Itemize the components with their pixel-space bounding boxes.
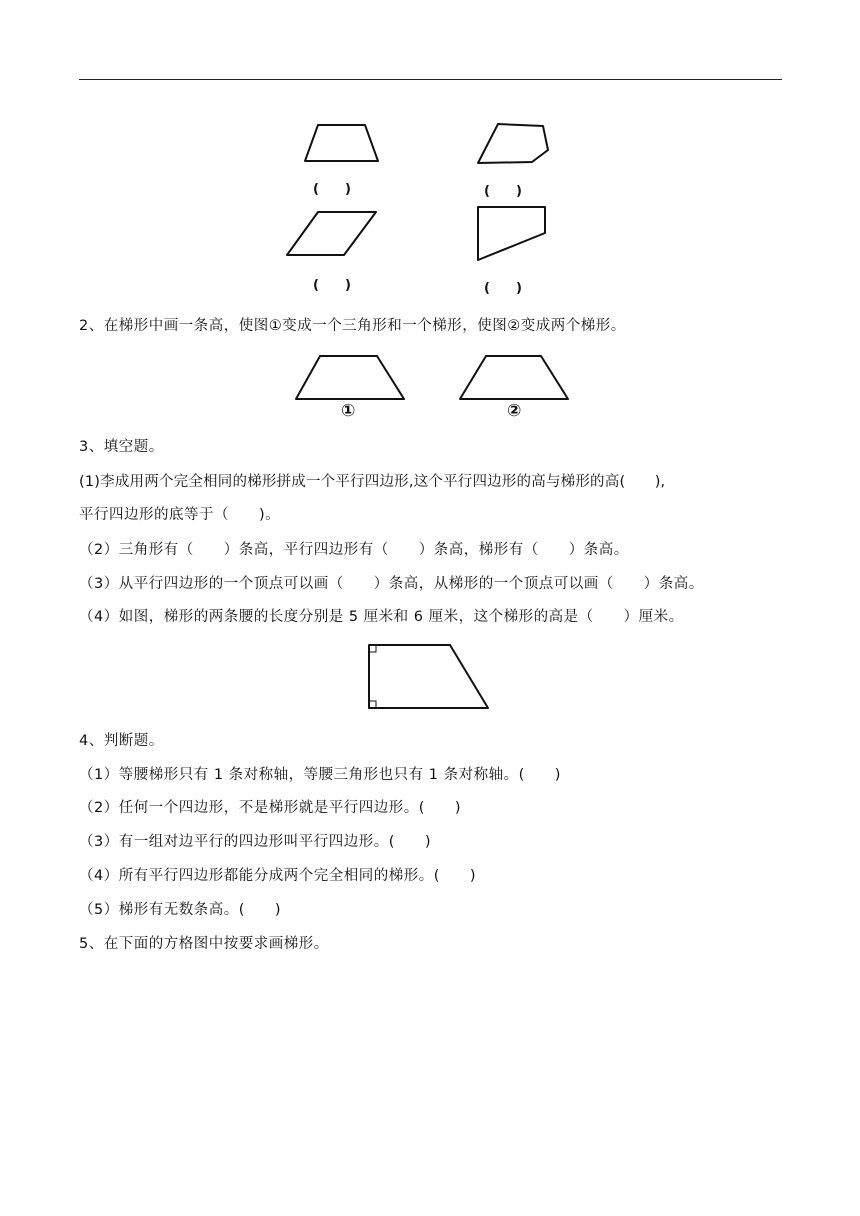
blank-shape-3[interactable]: ( ) — [313, 278, 351, 293]
trapezoid-shape — [305, 125, 378, 161]
trapezoid-figure-2 — [460, 356, 568, 399]
right-angle-mark-top — [369, 645, 376, 652]
pentagon-shape — [478, 124, 548, 163]
q3-title: 3、填空题。 — [79, 439, 164, 455]
parallelogram-shape — [287, 212, 376, 255]
figure-label-2: ② — [507, 401, 522, 421]
q5-title: 5、在下面的方格图中按要求画梯形。 — [79, 936, 329, 952]
q3-item-1: (1)李成用两个完全相同的梯形拼成一个平行四边形,这个平行四边形的高与梯形的高( ), — [79, 474, 666, 490]
q2-text: 2、在梯形中画一条高，使图①变成一个三角形和一个梯形，使图②变成两个梯形。 — [79, 318, 626, 334]
blank-shape-4[interactable]: ( ) — [484, 281, 522, 296]
right-trapezoid-shape — [478, 207, 545, 260]
q3-item-3: （3）从平行四边形的一个顶点可以画（ ）条高，从梯形的一个顶点可以画（ ）条高。 — [79, 576, 704, 592]
q3-item-4: （4）如图，梯形的两条腰的长度分别是 5 厘米和 6 厘米，这个梯形的高是（ ）厘米。 — [79, 609, 684, 625]
q3-item-2: （2）三角形有（ ）条高，平行四边形有（ ）条高，梯形有（ ）条高。 — [79, 542, 629, 558]
trapezoid-figure-1 — [296, 356, 404, 399]
q4-item-3: （3）有一组对边平行的四边形叫平行四边形。( ) — [79, 834, 432, 850]
figure-label-1: ① — [341, 401, 356, 421]
q4-item-1: （1）等腰梯形只有 1 条对称轴，等腰三角形也只有 1 条对称轴。( ) — [79, 767, 561, 783]
right-angle-mark-bottom — [369, 701, 376, 708]
q4-item-2: （2）任何一个四边形，不是梯形就是平行四边形。( ) — [79, 800, 462, 816]
right-trapezoid-height-figure — [369, 645, 488, 708]
blank-shape-2[interactable]: ( ) — [484, 184, 522, 199]
blank-shape-1[interactable]: ( ) — [313, 182, 351, 197]
q4-item-5: （5）梯形有无数条高。( ) — [79, 902, 282, 918]
q3-item-1-cont: 平行四边形的底等于（ )。 — [79, 507, 281, 523]
q4-title: 4、判断题。 — [79, 733, 164, 749]
q4-item-4: （4）所有平行四边形都能分成两个完全相同的梯形。( ) — [79, 868, 477, 884]
